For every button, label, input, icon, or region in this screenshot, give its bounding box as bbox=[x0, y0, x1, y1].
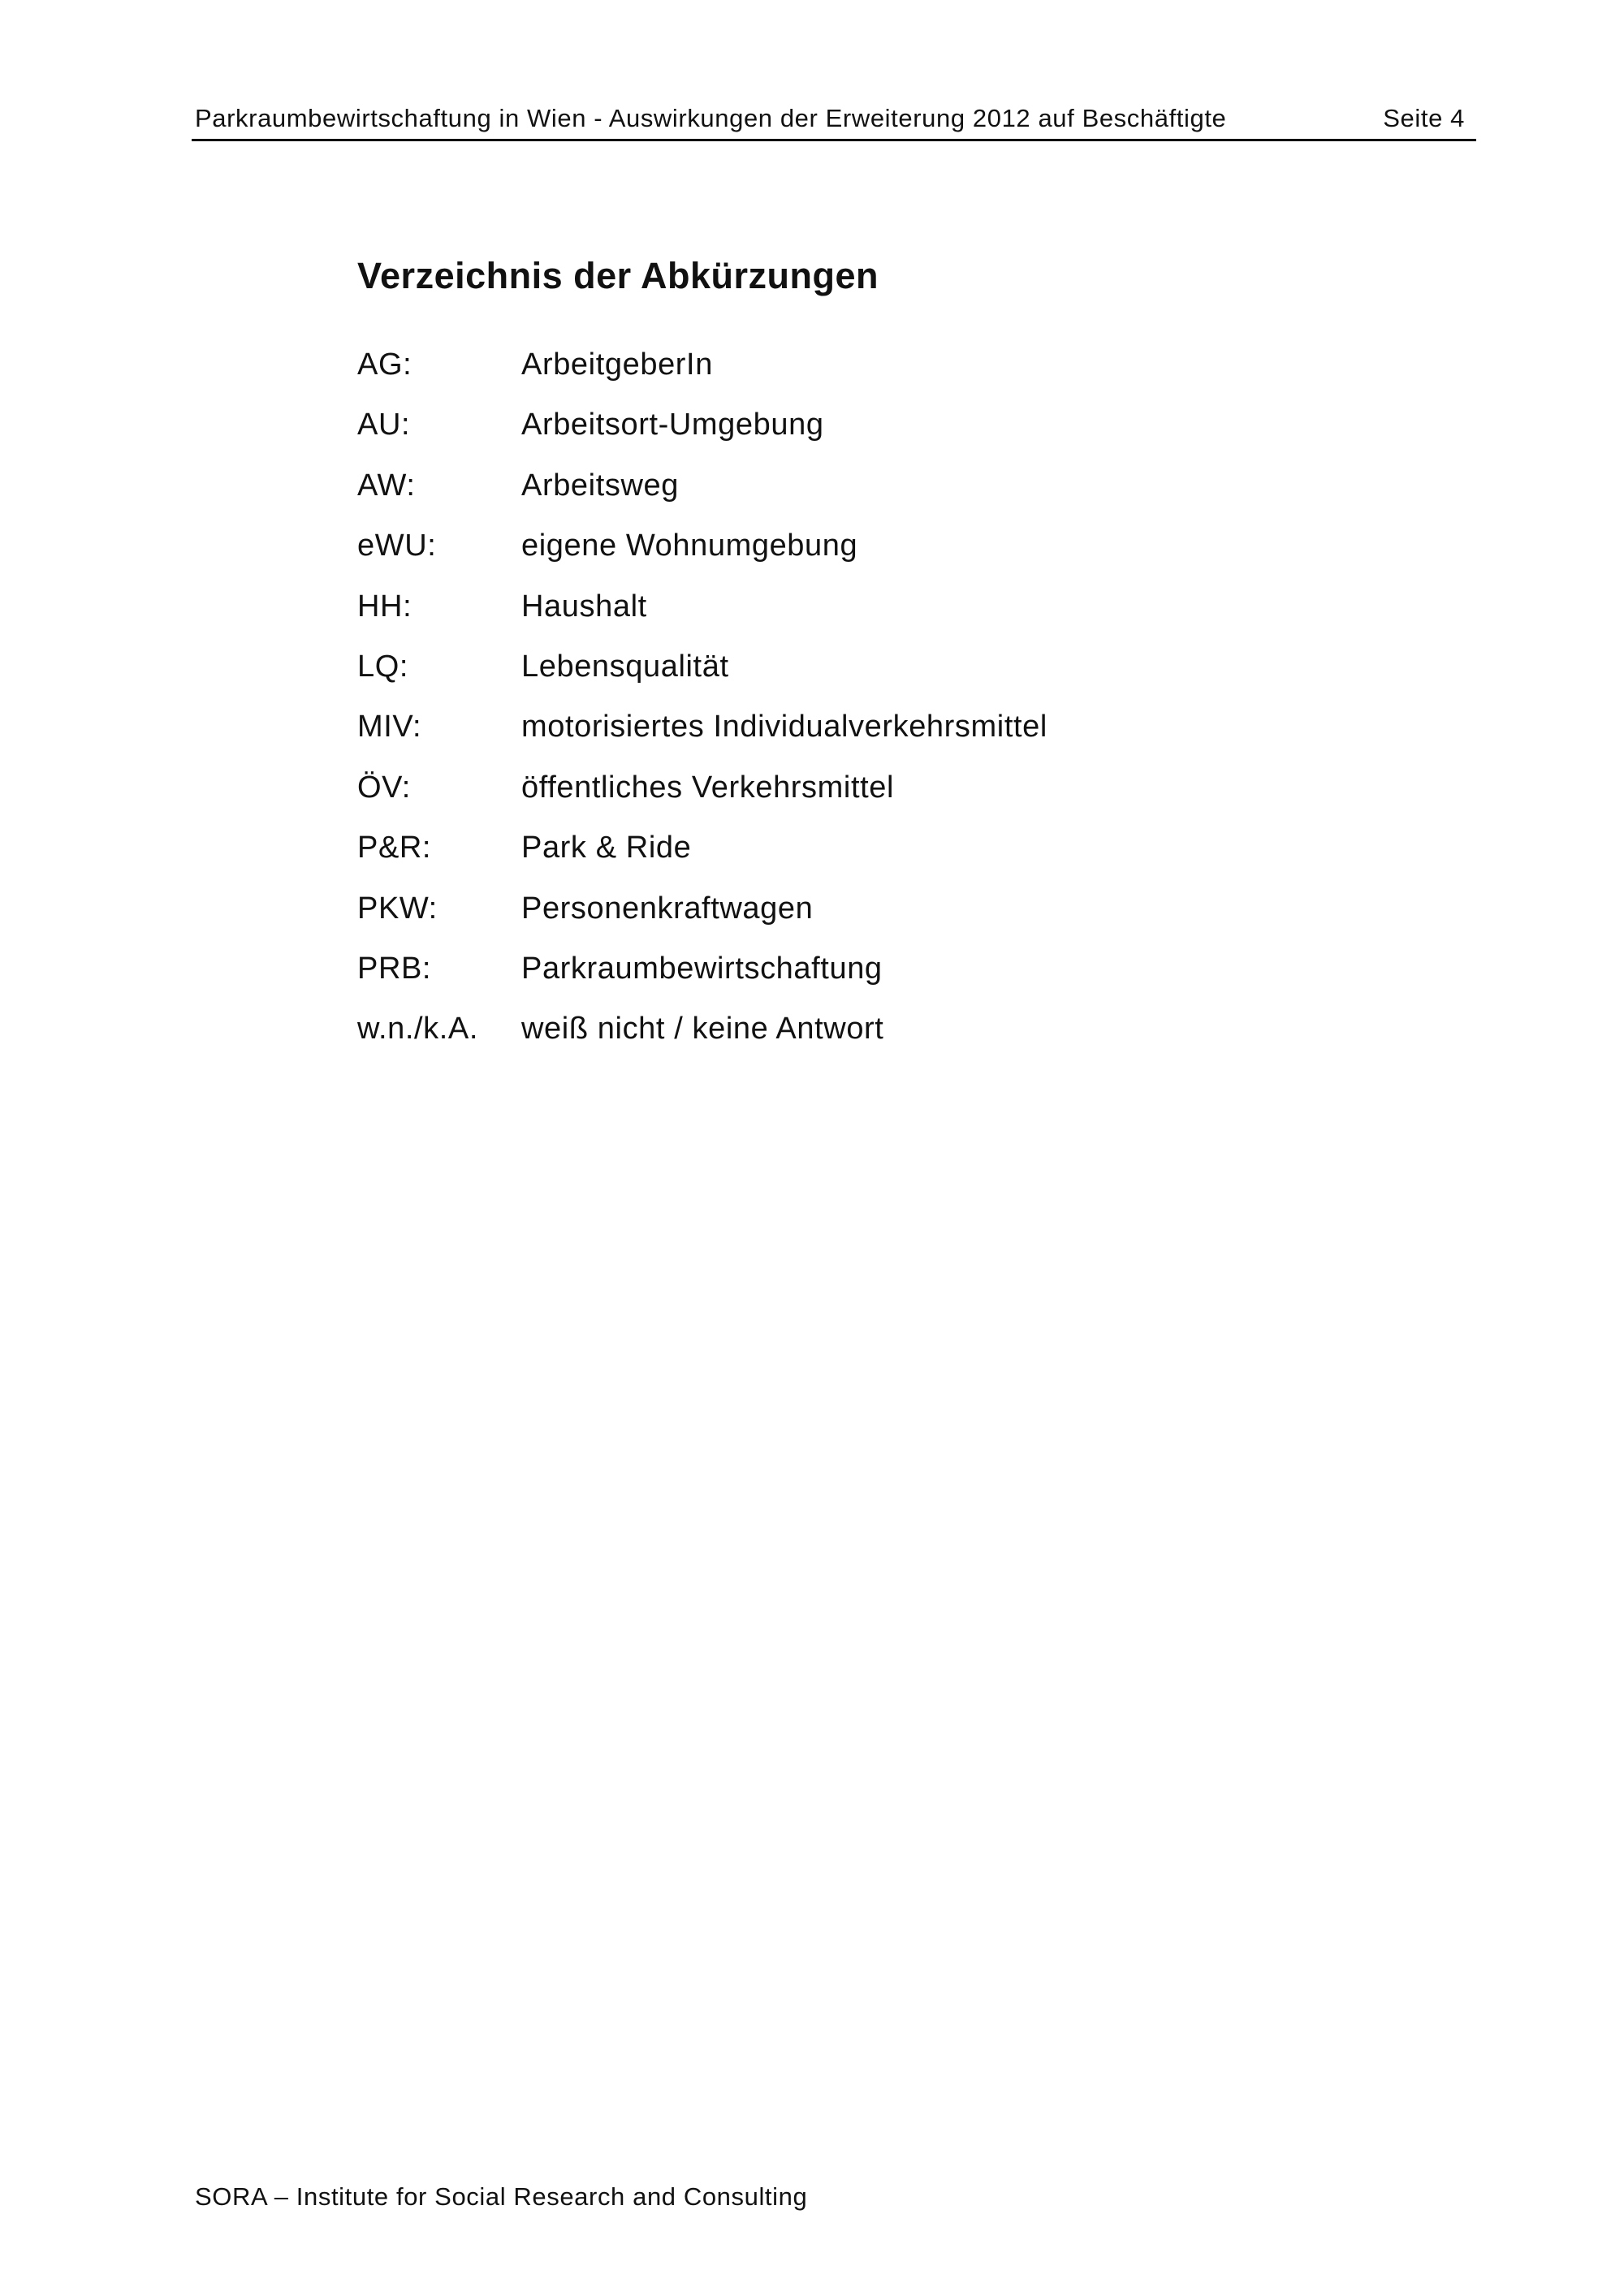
abbreviation-term: HH: bbox=[357, 589, 412, 624]
abbreviation-term: MIV: bbox=[357, 710, 422, 744]
abbreviation-definition: weiß nicht / keine Antwort bbox=[521, 1012, 884, 1047]
abbreviation-item bbox=[357, 527, 1413, 587]
page-footer: SORA – Institute for Social Research and Consulting bbox=[195, 2182, 808, 2211]
abbreviation-item bbox=[357, 588, 1413, 648]
section-title: Verzeichnis der Abkürzungen bbox=[357, 255, 879, 296]
abbreviation-item bbox=[357, 769, 1413, 829]
abbreviation-definition: Park & Ride bbox=[521, 831, 692, 865]
abbreviation-definition: Parkraumbewirtschaftung bbox=[521, 951, 883, 986]
document-title: Parkraumbewirtschaftung in Wien - Auswirkungen der Erweiterung 2012 auf Beschäftigte bbox=[195, 104, 1227, 132]
abbreviation-definition: ArbeitgeberIn bbox=[521, 347, 713, 382]
abbreviation-definition: Haushalt bbox=[521, 589, 647, 624]
abbreviation-term: eWU: bbox=[357, 529, 437, 563]
abbreviation-term: w.n./k.A. bbox=[357, 1012, 479, 1047]
abbreviation-item bbox=[357, 829, 1413, 889]
abbreviation-term: AG: bbox=[357, 347, 412, 382]
abbreviation-term: PRB: bbox=[357, 951, 432, 986]
abbreviation-definition: öffentliches Verkehrsmittel bbox=[521, 770, 895, 805]
abbreviation-item bbox=[357, 346, 1413, 406]
abbreviation-term: AU: bbox=[357, 408, 411, 442]
abbreviation-term: P&R: bbox=[357, 831, 432, 865]
abbreviation-definition: Arbeitsort-Umgebung bbox=[521, 408, 824, 442]
abbreviation-item bbox=[357, 890, 1413, 950]
abbreviation-list bbox=[357, 346, 1413, 1071]
page-header bbox=[192, 101, 1476, 141]
abbreviation-term: ÖV: bbox=[357, 770, 411, 805]
main-content bbox=[357, 253, 1413, 1047]
abbreviation-item bbox=[357, 708, 1413, 768]
abbreviation-item bbox=[357, 648, 1413, 708]
abbreviation-definition: eigene Wohnumgebung bbox=[521, 529, 858, 563]
abbreviation-definition: Lebensqualität bbox=[521, 649, 729, 684]
abbreviation-item bbox=[357, 950, 1413, 1010]
abbreviation-definition: Personenkraftwagen bbox=[521, 891, 814, 926]
abbreviation-item bbox=[357, 406, 1413, 466]
abbreviation-term: AW: bbox=[357, 468, 416, 503]
page-number: Seite 4 bbox=[1383, 104, 1465, 132]
abbreviation-term: PKW: bbox=[357, 891, 438, 926]
abbreviation-definition: Arbeitsweg bbox=[521, 468, 679, 503]
abbreviation-item bbox=[357, 1010, 1413, 1070]
abbreviation-item bbox=[357, 467, 1413, 527]
abbreviation-definition: motorisiertes Individualverkehrsmittel bbox=[521, 710, 1047, 744]
abbreviation-term: LQ: bbox=[357, 649, 409, 684]
